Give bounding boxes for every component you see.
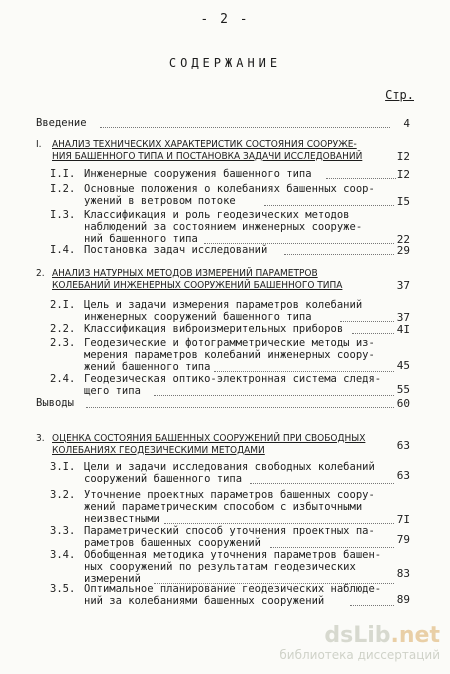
- section-title-line: инженерных сооружений башенного типа: [84, 311, 312, 323]
- leader-dots: [204, 234, 394, 244]
- toc-page-number: 79: [396, 533, 410, 546]
- toc-page-number: I5: [396, 195, 410, 208]
- watermark-subtitle: библиотека диссертаций: [279, 648, 440, 662]
- section-title-line: жений башенного типа: [84, 361, 211, 373]
- page-column-header: Стр.: [385, 88, 414, 102]
- section-title-line: Геодезическая оптико-электронная система следя-: [84, 373, 382, 385]
- section-title-line: раметров башенных сооружений: [84, 537, 262, 549]
- section-number: 3.5.: [50, 583, 76, 595]
- watermark: [279, 623, 440, 662]
- section-title-line: сооружений башенного типа: [84, 473, 243, 485]
- section-title-line: Основные положения о колебаниях башенных соор-: [84, 183, 375, 195]
- section-title-line: измерений: [84, 573, 141, 585]
- section-number: 3.4.: [50, 549, 76, 561]
- chapter-title-line: КОЛЕБАНИЙ ИНЖЕНЕРНЫХ СООРУЖЕНИЙ БАШЕННОГО ТИПА: [52, 280, 343, 291]
- section-number: 3.3.: [50, 525, 76, 537]
- section-number: 2.4.: [50, 373, 76, 385]
- chapter-number: I.: [36, 139, 42, 150]
- toc-page-number: 37: [396, 311, 410, 324]
- section-number: I.3.: [50, 209, 76, 221]
- toc-page-number: 4I: [396, 323, 410, 336]
- page-title: СОДЕРЖАНИЕ: [168, 56, 282, 70]
- leader-dots: [86, 398, 394, 408]
- leader-dots: [326, 169, 396, 179]
- chapter-number: 2.: [36, 268, 45, 279]
- leader-dots: [352, 324, 394, 334]
- section-number: 3.I.: [50, 461, 76, 473]
- section-title-line: Постановка задач исследований: [84, 244, 268, 256]
- toc-page-number: I2: [396, 150, 410, 163]
- chapter-number: 3.: [36, 433, 45, 444]
- section-number: 3.2.: [50, 489, 76, 501]
- toc-page-number: 89: [396, 593, 410, 606]
- section-title-line: Обобщенная методика уточнения параметров башен-: [84, 549, 382, 561]
- section-title-line: Классификация и роль геодезических методов: [84, 209, 350, 221]
- chapter-title-line: ОЦЕНКА СОСТОЯНИЯ БАШЕННЫХ СООРУЖЕНИЙ ПРИ СВОБОДНЫХ: [52, 433, 366, 444]
- section-title-line: Цель и задачи измерения параметров колебаний: [84, 299, 363, 311]
- toc-entry-text: Выводы: [36, 397, 74, 409]
- toc-page-number: I2: [396, 168, 410, 181]
- toc-page-number: 22: [396, 233, 410, 246]
- section-number: I.2.: [50, 183, 76, 195]
- section-title-line: щего типа: [84, 385, 141, 397]
- leader-dots: [264, 196, 394, 206]
- toc-page-number: 37: [396, 279, 410, 292]
- section-title-line: Цели и задачи исследования свободных колебаний: [84, 461, 375, 473]
- section-title-line: ний башенного типа: [84, 233, 198, 245]
- toc-page-number: 55: [396, 383, 410, 396]
- page-number: - 2 -: [200, 12, 250, 27]
- toc-page-number: 4: [403, 117, 410, 130]
- section-title-line: Геодезические и фотограмметрические методы из-: [84, 337, 375, 349]
- chapter-title-line: НИЯ БАШЕННОГО ТИПА И ПОСТАНОВКА ЗАДАЧИ ИССЛЕДОВАНИЙ: [52, 151, 363, 162]
- section-title-line: Инженерные сооружения башенного типа: [84, 168, 312, 180]
- leader-dots: [164, 514, 394, 524]
- leader-dots: [214, 362, 394, 372]
- section-number: 2.I.: [50, 299, 76, 311]
- section-number: I.I.: [50, 168, 76, 180]
- section-number: I.4.: [50, 244, 76, 256]
- section-title-line: Оптимальное планирование геодезических наблюде-: [84, 583, 382, 595]
- section-title-line: жений параметрическим способом с избыточными: [84, 501, 363, 513]
- chapter-title-line: КОЛЕБАНИЯХ ГЕОДЕЗИЧЕСКИМИ МЕТОДАМИ: [52, 445, 265, 456]
- leader-dots: [284, 245, 394, 255]
- toc-page-number: 45: [396, 359, 410, 372]
- leader-dots: [100, 118, 390, 128]
- section-title-line: ужений в ветровом потоке: [84, 195, 236, 207]
- section-title-line: ний за колебаниями башенных сооружений: [84, 595, 325, 607]
- leader-dots: [340, 312, 394, 322]
- toc-page-number: 63: [396, 469, 410, 482]
- leader-dots: [350, 596, 394, 606]
- toc-page-number: 63: [396, 439, 410, 452]
- section-title-line: неизвестными: [84, 513, 160, 525]
- toc-page-number: 83: [396, 567, 410, 580]
- section-title-line: наблюдений за состоянием инженерных сооруже-: [84, 221, 363, 233]
- toc-page-number: 60: [396, 397, 410, 410]
- section-number: 2.2.: [50, 323, 76, 335]
- toc-page-number: 29: [396, 244, 410, 257]
- section-title-line: ных сооружений по результатам геодезических: [84, 561, 356, 573]
- leader-dots: [154, 386, 394, 396]
- section-title-line: Классификация виброизмерительных приборов: [84, 323, 344, 335]
- section-title-line: Уточнение проектных параметров башенных соору-: [84, 489, 375, 501]
- chapter-title-line: АНАЛИЗ НАТУРНЫХ МЕТОДОВ ИЗМЕРЕНИЙ ПАРАМЕТРОВ: [52, 268, 318, 279]
- chapter-title-line: АНАЛИЗ ТЕХНИЧЕСКИХ ХАРАКТЕРИСТИК СОСТОЯНИЯ СООРУЖЕ-: [52, 139, 357, 150]
- leader-dots: [250, 474, 394, 484]
- section-title-line: мерения параметров колебаний инженерных соору-: [84, 349, 375, 361]
- section-number: 2.3.: [50, 337, 76, 349]
- leader-dots: [270, 538, 394, 548]
- toc-page-number: 7I: [396, 513, 410, 526]
- section-title-line: Параметрический способ уточнения проектных па-: [84, 525, 375, 537]
- toc-entry-text: Введение: [36, 117, 87, 129]
- watermark-logo: dsLib.net: [324, 623, 440, 648]
